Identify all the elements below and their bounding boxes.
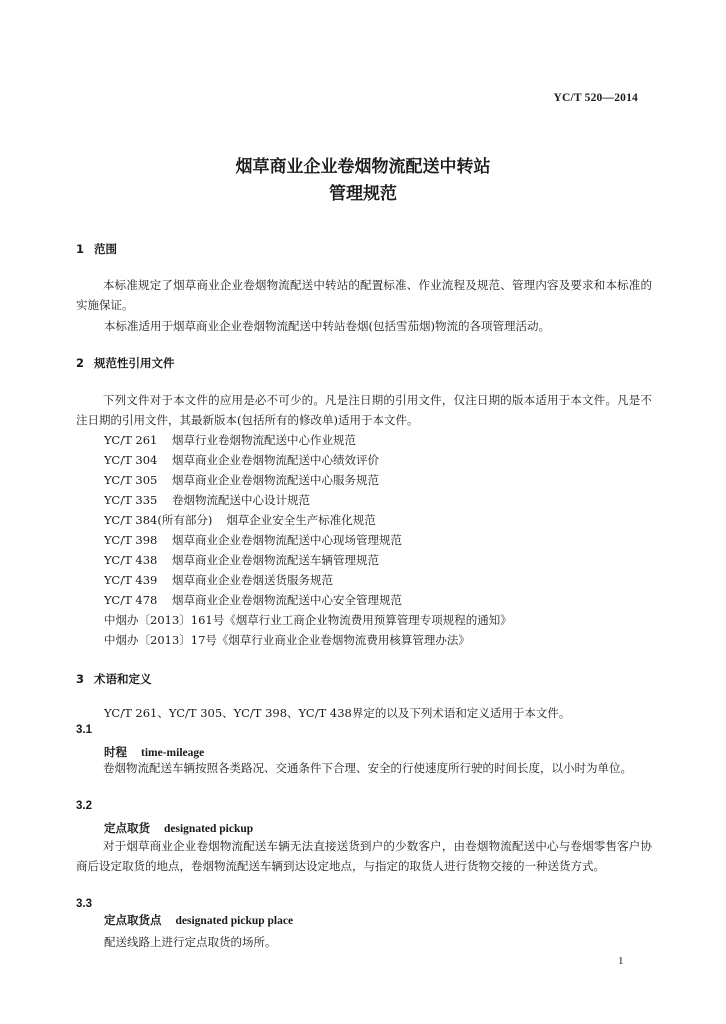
section-3-heading (76, 671, 152, 687)
reference-code: YC/T 261 (104, 433, 158, 447)
reference-code: YC/T 384(所有部分) (104, 513, 213, 527)
section-title: 范围 (94, 242, 117, 256)
reference-title: 烟草行业卷烟物流配送中心作业规范 (172, 433, 356, 447)
section-title: 规范性引用文件 (94, 356, 175, 370)
term-number: 3.3 (76, 898, 92, 910)
term-definition: 卷烟物流配送车辆按照各类路况、交通条件下合理、安全的行使速度所行驶的时间长度，以小时为单位。 (103, 761, 632, 775)
reference-item (104, 432, 356, 448)
reference-code: YC/T 439 (104, 573, 158, 587)
term-definition: 配送线路上进行定点取货的场所。 (104, 935, 277, 949)
document-title-line1: 烟草商业企业卷烟物流配送中转站 (235, 157, 491, 177)
section-number: 2 (76, 356, 85, 370)
term-heading (104, 912, 293, 928)
section-2-heading (76, 355, 175, 371)
reference-code: YC/T 478 (104, 593, 158, 607)
reference-item (104, 552, 379, 568)
section-1-heading (76, 241, 117, 257)
reference-item (104, 512, 376, 528)
reference-document: 中烟办〔2013〕161号《烟草行业工商企业物流费用预算管理专项规程的通知》 (104, 613, 512, 627)
term-english: designated pickup (164, 823, 254, 835)
term-chinese: 时程 (104, 745, 127, 759)
reference-item (104, 532, 402, 548)
term-number: 3.2 (76, 800, 92, 812)
reference-item (104, 572, 333, 588)
reference-code: YC/T 438 (104, 553, 158, 567)
reference-title: 烟草商业企业卷烟物流配送中心现场管理规范 (172, 533, 402, 547)
page-number: 1 (618, 955, 624, 967)
reference-item (104, 452, 379, 468)
reference-document: 中烟办〔2013〕17号《烟草行业商业企业卷烟物流费用核算管理办法》 (104, 633, 470, 647)
reference-code: YC/T 398 (104, 533, 158, 547)
reference-title: 烟草商业企业卷烟物流配送中心安全管理规范 (172, 593, 402, 607)
term-number: 3.1 (76, 724, 92, 736)
section-number: 1 (76, 242, 85, 256)
reference-item (104, 592, 402, 608)
term-english: time-mileage (141, 747, 205, 759)
term-chinese: 定点取货 (104, 821, 150, 835)
reference-item (104, 472, 379, 488)
term-english: designated pickup place (175, 915, 294, 927)
reference-title: 烟草商业企业卷烟物流配送中心服务规范 (172, 473, 379, 487)
document-title-line2: 管理规范 (329, 184, 397, 204)
term-heading (104, 820, 253, 836)
reference-title: 烟草商业企业卷烟物流配送中心绩效评价 (172, 453, 379, 467)
reference-title: 烟草商业企业卷烟送货服务规范 (172, 573, 333, 587)
standard-number: YC/T 520—2014 (553, 92, 638, 104)
scope-paragraph-2: 本标准适用于烟草商业企业卷烟物流配送中转站卷烟(包括雪茄烟)物流的各项管理活动。 (104, 319, 550, 333)
reference-item (104, 492, 310, 508)
reference-code: YC/T 335 (104, 493, 158, 507)
reference-code: YC/T 304 (104, 453, 158, 467)
section-number: 3 (76, 672, 85, 686)
section-title: 术语和定义 (94, 672, 152, 686)
term-chinese: 定点取货点 (104, 913, 162, 927)
reference-code: YC/T 305 (104, 473, 158, 487)
term-definition: 对于烟草商业企业卷烟物流配送车辆无法直接送货到户的少数客户，由卷烟物流配送中心与卷烟零售客户协商后设定取货的地点，卷烟物流配送车辆到达设定地点，与指定的取货人进行货物交接的一种送货方式。 (76, 839, 652, 873)
reference-title: 烟草商业企业卷烟物流配送车辆管理规范 (172, 553, 379, 567)
scope-paragraph-1: 本标准规定了烟草商业企业卷烟物流配送中转站的配置标准、作业流程及规范、管理内容及要求和本标准的实施保证。 (76, 278, 652, 312)
reference-title: 卷烟物流配送中心设计规范 (172, 493, 310, 507)
terms-intro: YC/T 261、YC/T 305、YC/T 398、YC/T 438界定的以及下列术语和定义适用于本文件。 (104, 706, 571, 720)
reference-title: 烟草企业安全生产标准化规范 (226, 513, 376, 527)
references-intro: 下列文件对于本文件的应用是必不可少的。凡是注日期的引用文件，仅注日期的版本适用于本文件。凡是不注日期的引用文件，其最新版本(包括所有的修改单)适用于本文件。 (76, 393, 652, 427)
